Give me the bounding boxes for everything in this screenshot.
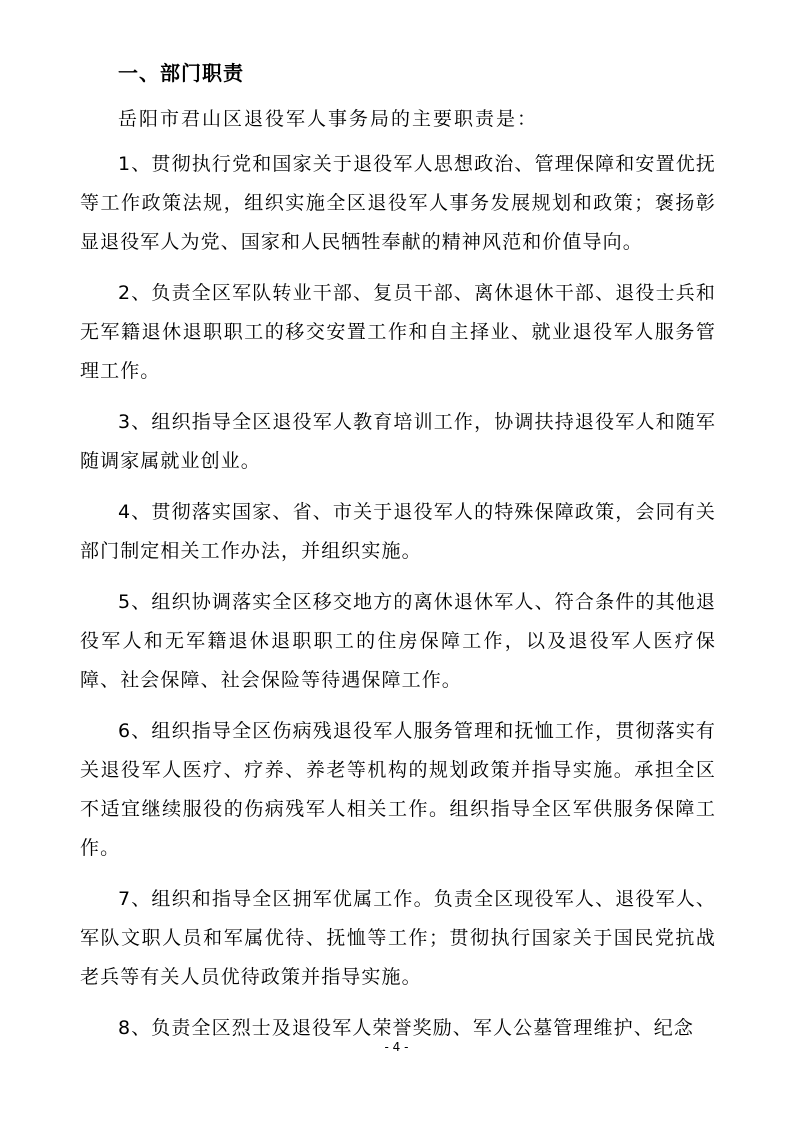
page-number: - 4 - — [384, 1040, 409, 1054]
section-heading: 一、部门职责 — [118, 61, 244, 85]
duty-item-8: 8、负责全区烈士及退役军人荣誉奖励、军人公墓管理维护、纪念 — [118, 1017, 694, 1039]
duty-item-1: 1、贯彻执行党和国家关于退役军人思想政治、管理保障和安置优抚等工作政策法规，组织实施全区退役军人事务发展规划和政策；褒扬彰显退役军人为党、国家和人民牺牲奉献的精神风范和价值导向。 — [80, 153, 716, 253]
duty-item-6: 6、组织指导全区伤病残退役军人服务管理和抚恤工作，贯彻落实有关退役军人医疗、疗养、养老等机构的规划政策并指导实施。承担全区不适宜继续服役的伤病残军人相关工作。组织指导全区军供服务保障工作。 — [80, 720, 716, 859]
duty-item-4: 4、贯彻落实国家、省、市关于退役军人的特殊保障政策，会同有关部门制定相关工作办法，并组织实施。 — [80, 501, 716, 562]
duties-list — [80, 145, 716, 1060]
duty-item-3: 3、组织指导全区退役军人教育培训工作，协调扶持退役军人和随军随调家属就业创业。 — [80, 411, 716, 472]
duty-item-2: 2、负责全区军队转业干部、复员干部、离休退休干部、退役士兵和无军籍退休退职职工的移交安置工作和自主择业、就业退役军人服务管理工作。 — [80, 282, 716, 382]
intro-paragraph: 岳阳市君山区退役军人事务局的主要职责是： — [118, 108, 539, 130]
duty-item-5: 5、组织协调落实全区移交地方的离休退休军人、符合条件的其他退役军人和无军籍退休退职职工的住房保障工作，以及退役军人医疗保障、社会保障、社会保险等待遇保障工作。 — [80, 591, 716, 691]
duty-item-7: 7、组织和指导全区拥军优属工作。负责全区现役军人、退役军人、军队文职人员和军属优待、抚恤等工作；贯彻执行国家关于国民党抗战老兵等有关人员优待政策并指导实施。 — [80, 888, 716, 988]
